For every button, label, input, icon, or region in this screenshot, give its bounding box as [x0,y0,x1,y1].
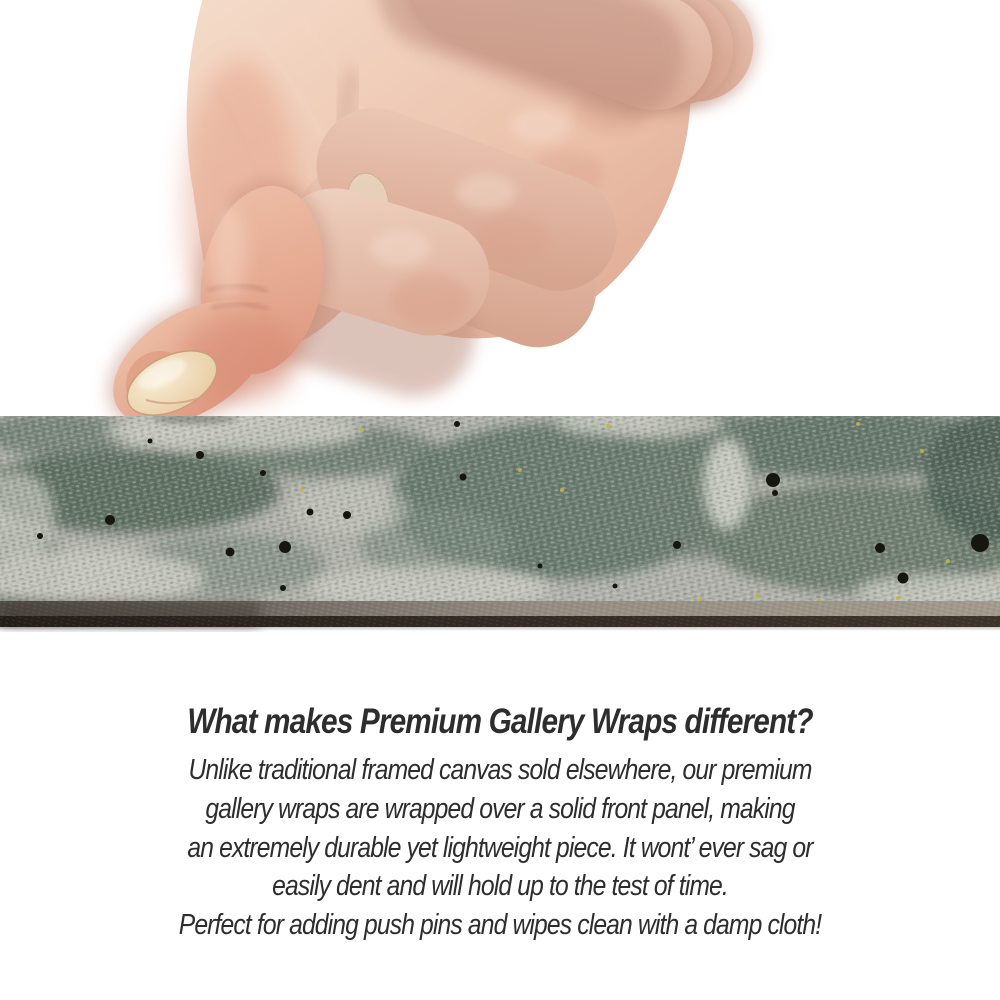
body-line-1: Unlike traditional framed canvas sold elsewhere, our premium [188,754,812,786]
canvas-wrap-edge [0,416,1000,632]
body-line-3: an extremely durable yet lightweight piece. It wont’ ever sag or [187,831,813,864]
description-text-block [75,700,925,945]
body-line-5: Perfect for adding push pins and wipes clean with a damp cloth! [178,909,822,942]
canvas-fold-edge [0,601,1000,631]
body-line-4: easily dent and will hold up to the test of time. [272,870,728,903]
section-heading: What makes Premium Gallery Wraps different? [187,702,813,741]
hand-photo [0,0,1000,430]
body-line-2: gallery wraps are wrapped over a solid front panel, making [205,792,795,825]
canvas-texture [0,416,1000,632]
hand-illustration [0,0,1000,430]
